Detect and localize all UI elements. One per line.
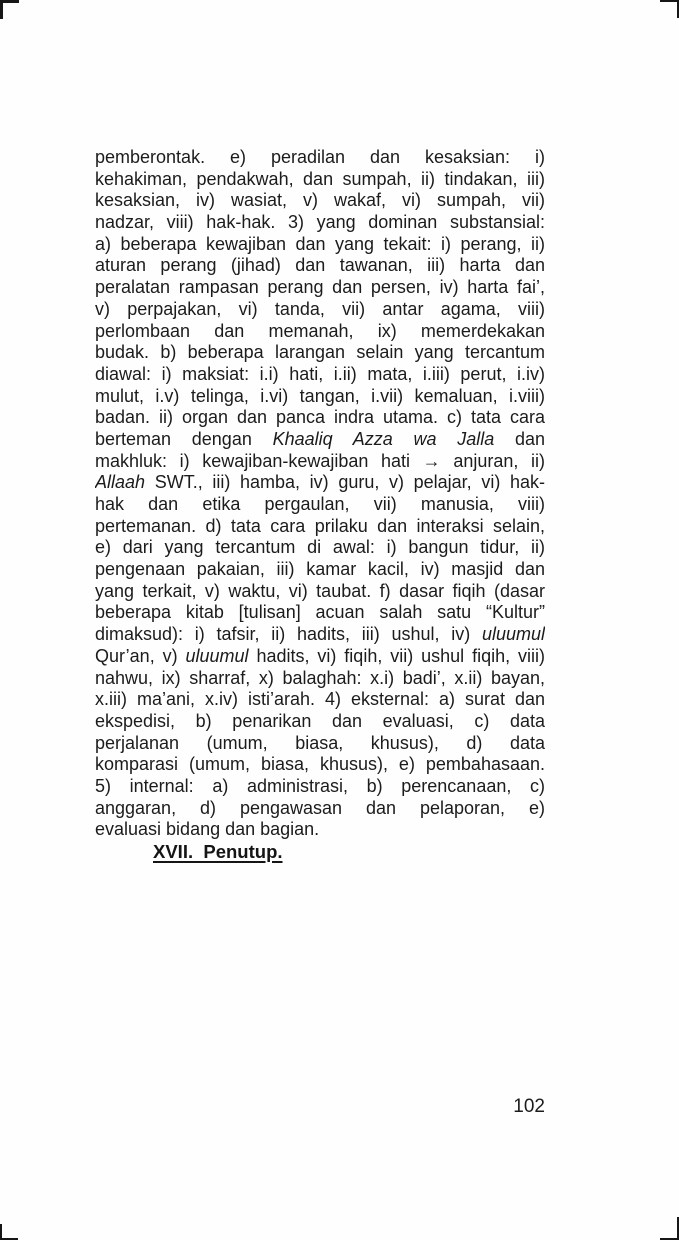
text: mulut, i.v) telinga, i.vi) tangan, i.vii) kemaluan, i.viii) [95,385,545,406]
text: pengenaan pakaian, iii) kamar kacil, iv) masjid dan [95,559,545,580]
text: Qur’an, v) [95,645,186,666]
paragraph-line [95,321,545,343]
section-heading-text: XVII. Penutup. [153,841,283,862]
text: x.iii) ma’ani, x.iv) isti’arah. 4) eksternal: a) surat dan [95,689,545,710]
paragraph-line [95,190,545,212]
paragraph-line [95,234,545,256]
paragraph-line [95,516,545,538]
page-number: 102 [513,1096,545,1117]
paragraph-line [95,754,545,776]
text: yang terkait, v) waktu, vi) taubat. f) dasar fiqih (dasar [95,580,545,601]
text: pemberontak. e) peradilan dan kesaksian: i) [95,147,545,167]
text: e) dari yang tercantum di awal: i) bangun tidur, ii) [95,537,545,558]
text: beberapa kitab [tulisan] acuan salah satu “Kultur” [95,602,545,623]
paragraph-line [95,602,545,624]
paragraph-line [95,147,545,169]
crop-mark-top-right-icon [660,0,679,18]
text: v) perpajakan, vi) tanda, vii) antar agama, viii) [95,298,545,319]
text: 5) internal: a) administrasi, b) perencanaan, c) [95,775,545,796]
text: makhluk: i) kewajiban-kewajiban hati → anjuran, ii) [95,450,545,471]
italic-text: Allaah [95,472,146,493]
paragraph-line [95,624,545,646]
paragraph-line [95,494,545,516]
paragraph-line [95,386,545,408]
paragraph-line [95,581,545,603]
paragraph-line [95,451,545,473]
text: dan [494,428,545,449]
text: hadits, vi) fiqih, vii) ushul fiqih, viii) [248,645,545,666]
italic-text: uluumul [185,645,249,666]
text: perjalanan (umum, biasa, khusus), d) data [95,732,545,753]
paragraph [95,147,545,841]
paragraph-line [95,689,545,711]
paragraph-line [95,537,545,559]
text: nahwu, ix) sharraf, x) balaghah: x.i) badi’, x.ii) bayan, [95,667,545,688]
text: perlombaan dan memanah, ix) memerdekakan [95,320,545,341]
text: aturan perang (jihad) dan tawanan, iii) harta dan [95,255,545,276]
italic-text: uluumul [481,624,545,645]
paragraph-line [95,776,545,798]
paragraph-line [95,407,545,429]
text: kehakiman, pendakwah, dan sumpah, ii) tindakan, iii) [95,168,545,189]
italic-text: Khaaliq Azza wa Jalla [272,428,495,449]
paragraph-line [95,733,545,755]
paragraph-line [95,559,545,581]
paragraph-line [95,646,545,668]
paragraph-line [95,798,545,820]
paragraph-line [95,364,545,386]
paragraph-line [95,277,545,299]
text: peralatan rampasan perang dan persen, iv) harta fai’, [95,277,545,298]
text: dimaksud): i) tafsir, ii) hadits, iii) ushul, iv) [95,624,482,645]
text: anggaran, d) pengawasan dan pelaporan, e) [95,797,545,818]
paragraph-line [95,711,545,733]
paragraph-line [95,429,545,451]
text: pertemanan. d) tata cara prilaku dan interaksi selain, [95,515,545,536]
paragraph-line [95,472,545,494]
paragraph-line [95,212,545,234]
paragraph-line [95,255,545,277]
section-heading [153,841,545,866]
text: ekspedisi, b) penarikan dan evaluasi, c) data [95,710,545,731]
text: nadzar, viii) hak-hak. 3) yang dominan substansial: [95,212,545,233]
paragraph-line [95,668,545,690]
text: diawal: i) maksiat: i.i) hati, i.ii) mata, i.iii) perut, i.iv) [95,363,545,384]
crop-mark-top-left-icon [0,0,19,19]
paragraph-line [95,819,545,841]
crop-mark-bottom-left-icon [0,1224,18,1240]
text: komparasi (umum, biasa, khusus), e) pembahasaan. [95,754,545,775]
text: budak. b) beberapa larangan selain yang tercantum [95,342,545,363]
text: a) beberapa kewajiban dan yang tekait: i) perang, ii) [95,233,545,254]
crop-mark-bottom-right-icon [660,1217,679,1240]
text: evaluasi bidang dan bagian. [95,819,320,840]
text: kesaksian, iv) wasiat, v) wakaf, vi) sumpah, vii) [95,190,545,211]
text: badan. ii) organ dan panca indra utama. c) tata cara [95,407,545,428]
paragraph-line [95,169,545,191]
paragraph-line [95,299,545,321]
text: berteman dengan [95,428,273,449]
text: SWT., iii) hamba, iv) guru, v) pelajar, vi) hak- [145,472,545,493]
body-text [95,147,545,866]
paragraph-line [95,342,545,364]
text: hak dan etika pergaulan, vii) manusia, viii) [95,494,545,514]
